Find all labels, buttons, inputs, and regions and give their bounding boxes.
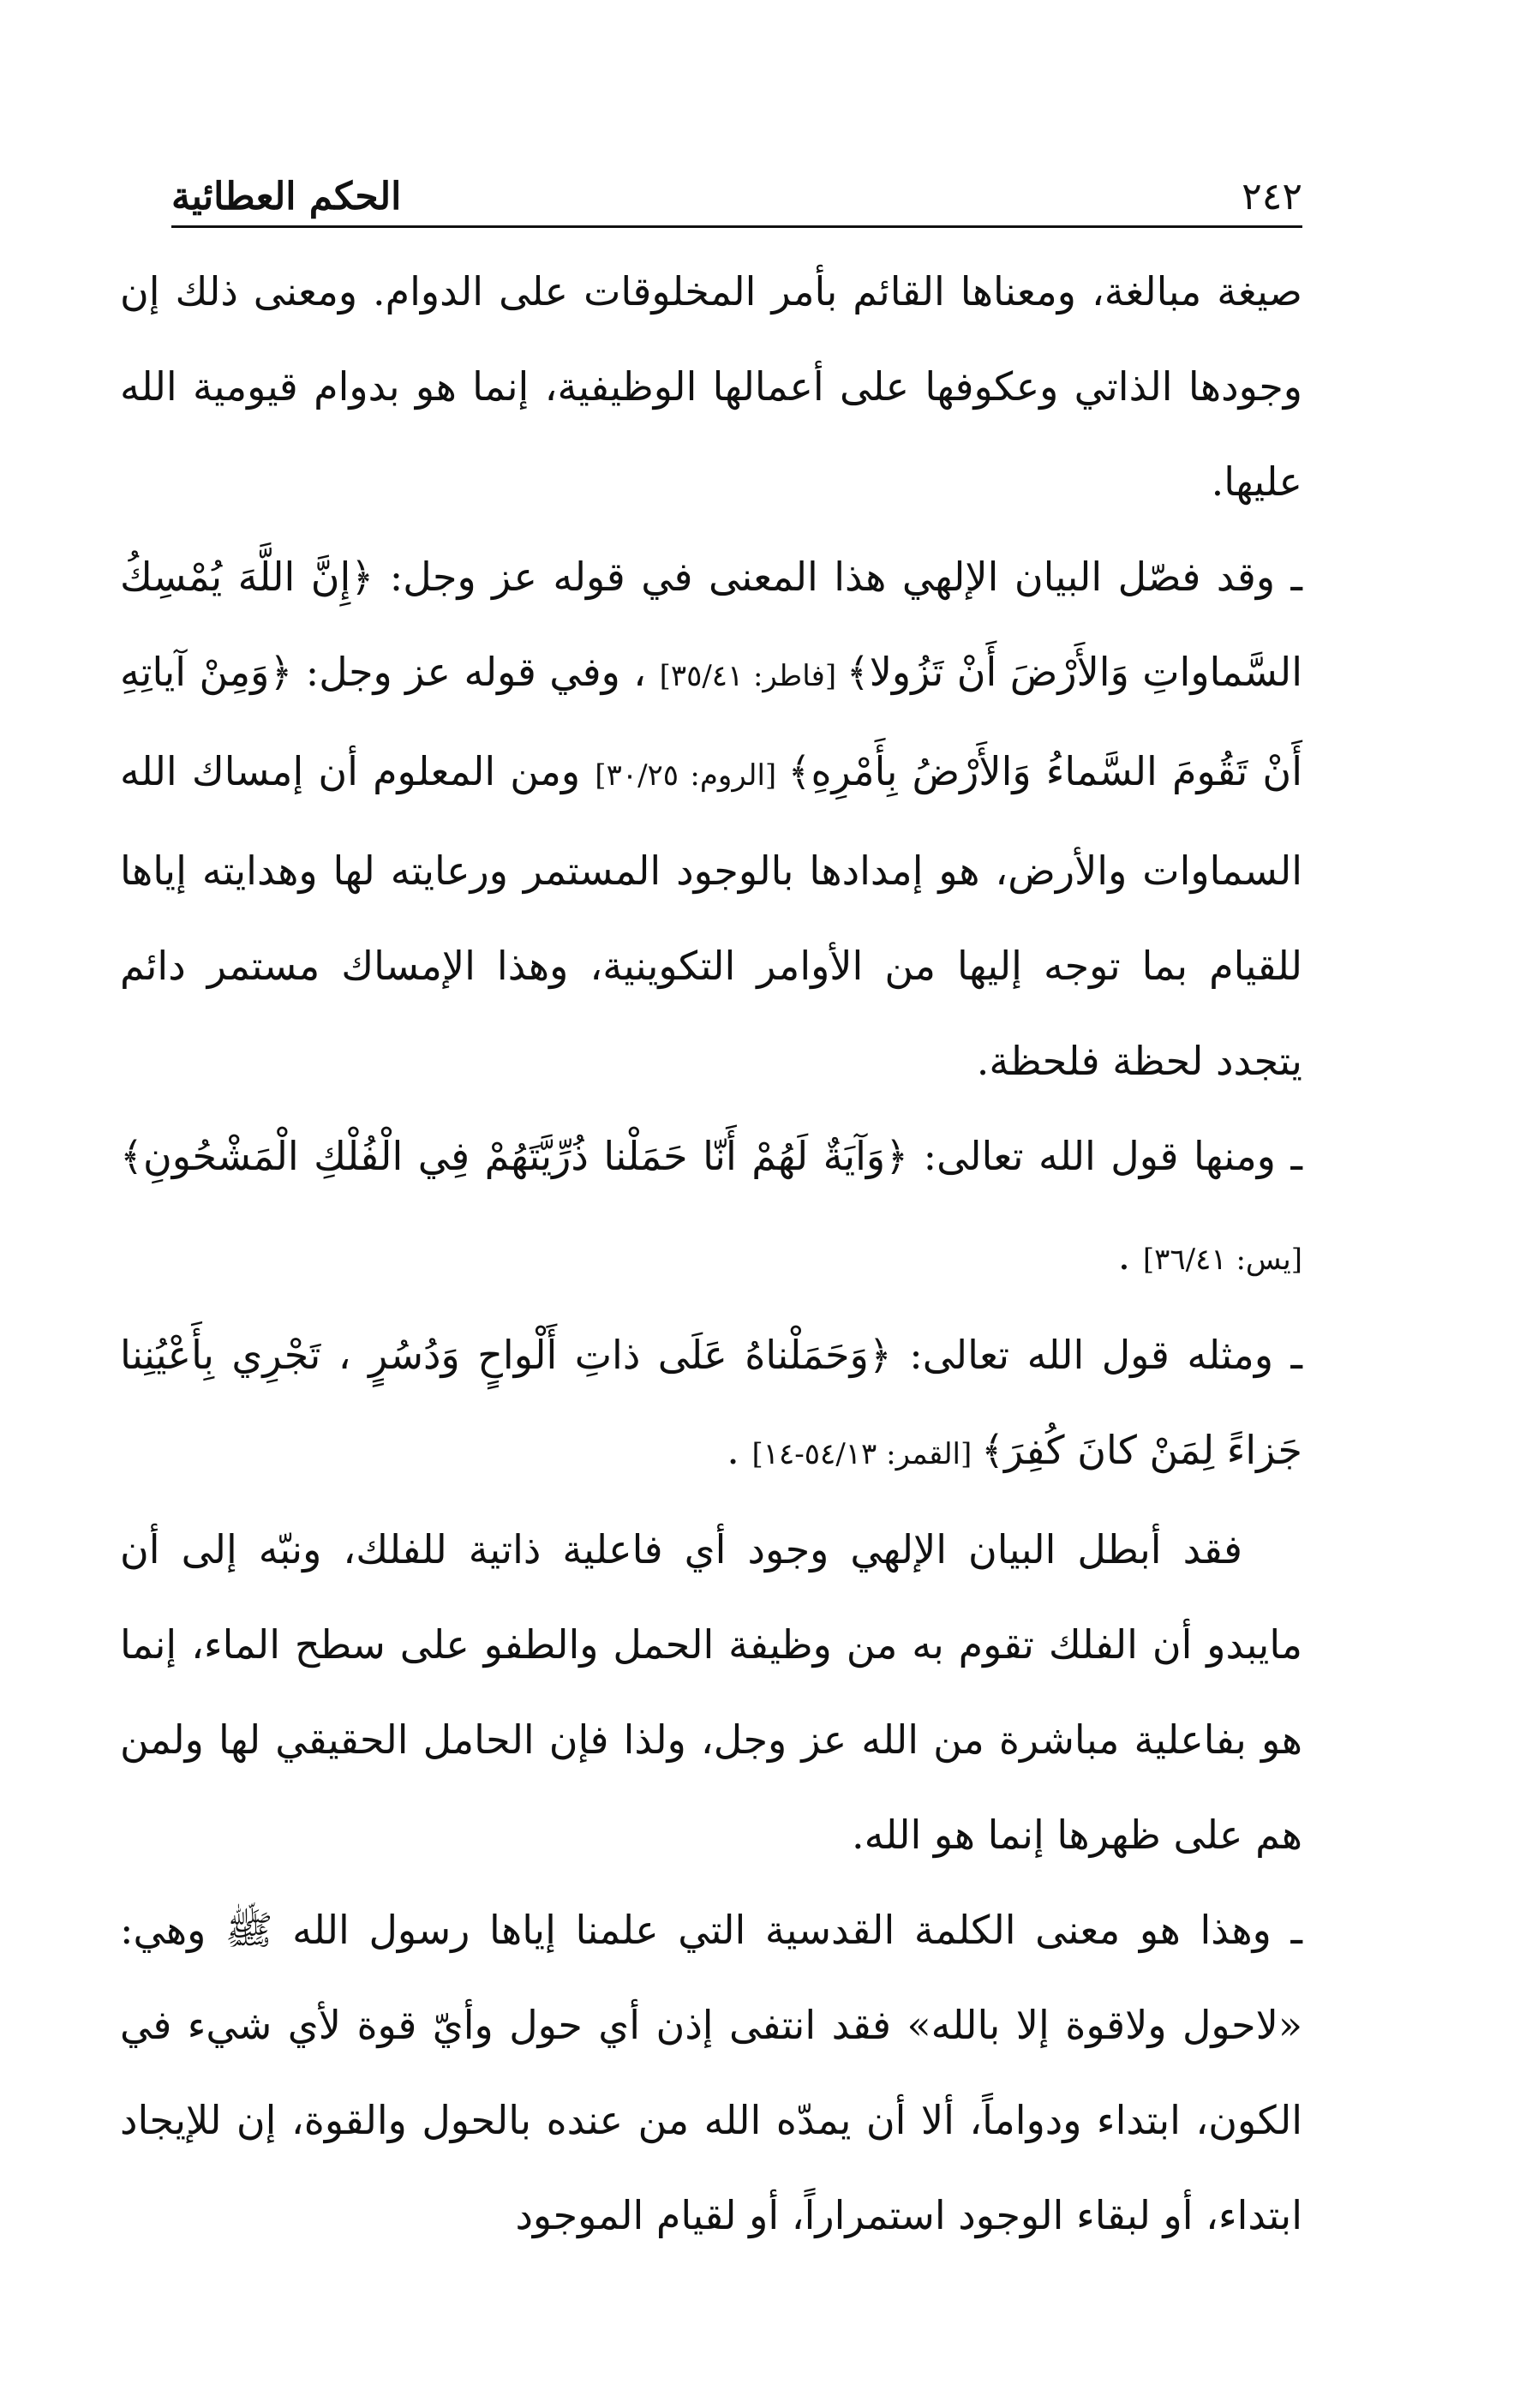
verse-reference: [القمر: ٥٤/١٣-١٤] bbox=[751, 1437, 982, 1471]
quran-verse: ﴿وَمِنْ آياتِهِ أَنْ تَقُومَ السَّماءُ وَالأَرْضُ بِأَمْرِهِ﴾ bbox=[120, 649, 1302, 794]
text-run: ـ ومنها قول الله تعالى: bbox=[908, 1133, 1302, 1179]
running-title: الحكم العطائية bbox=[171, 175, 402, 219]
page-header bbox=[171, 150, 1302, 228]
paragraph-p5 bbox=[120, 1502, 1302, 1883]
text-run: . bbox=[727, 1427, 752, 1473]
text-run: صيغة مبالغة، ومعناها القائم بأمر المخلوقات على الدوام. ومعنى ذلك إن وجودها الذاتي وعكوفها على أعمالها الوظيفية، إنما هو بدوام قيومية الله عليها. bbox=[120, 268, 1302, 505]
verse-reference: [الروم: ٣٠/٢٥] bbox=[595, 758, 788, 793]
quran-verse: ﴿إِنَّ اللَّهَ يُمْسِكُ السَّماواتِ وَالأَرْضَ أَنْ تَزُولا﴾ bbox=[120, 554, 1302, 695]
paragraph-p3 bbox=[120, 1109, 1302, 1308]
paragraph-p6 bbox=[120, 1883, 1302, 2263]
text-run: ـ وقد فصّل البيان الإلهي هذا المعنى في قوله عز وجل: bbox=[374, 554, 1302, 600]
text-run: . bbox=[1117, 1232, 1143, 1279]
verse-reference: [فاطر: ٣٥/٤١] bbox=[659, 659, 847, 693]
quran-verse: ﴿وَحَمَلْناهُ عَلَى ذاتِ أَلْواحٍ وَدُسُرٍ ، تَجْرِي بِأَعْيُنِنا جَزاءً لِمَنْ كانَ كُفِرَ﴾ bbox=[120, 1332, 1302, 1473]
text-run: ، وفي قوله عز وجل: bbox=[292, 649, 660, 695]
paragraph-p1 bbox=[120, 244, 1302, 530]
page-number: ٢٤٢ bbox=[1242, 175, 1302, 219]
quran-verse: ﴿وَآيَةٌ لَهُمْ أَنّا حَمَلْنا ذُرِّيَّتَهُمْ فِي الْفُلْكِ الْمَشْحُونِ﴾ bbox=[120, 1133, 909, 1179]
body-text bbox=[120, 244, 1302, 2263]
paragraph-p2 bbox=[120, 530, 1302, 1109]
text-run: فقد أبطل البيان الإلهي وجود أي فاعلية ذاتية للفلك، ونبّه إلى أن مايبدو أن الفلك تقوم به من وظيفة الحمل والطفو على سطح الماء، إنما هو بفاعلية مباشرة من الله عز وجل، ولذا فإن الحامل الحقيقي لها ولمن هم على ظهرها إنما هو الله. bbox=[120, 1526, 1302, 1858]
text-run: ـ وهذا هو معنى الكلمة القدسية التي علمنا إياها رسول الله ﷺ وهي: «لاحول ولاقوة إلا بالله» فقد انتفى إذن أي حول وأيّ قوة لأي شيء في الكون، ابتداء ودواماً، ألا أن يمدّه الله من عنده بالحول والقوة، إن للإيجاد ابتداء، أو لبقاء الوجود استمراراً، أو لقيام الموجود bbox=[120, 1907, 1302, 2238]
text-run: ـ ومثله قول الله تعالى: bbox=[891, 1332, 1303, 1378]
verse-reference: [يس: ٣٦/٤١] bbox=[1142, 1243, 1302, 1277]
text-run: ومن المعلوم أن إمساك الله السماوات والأرض، هو إمدادها بالوجود المستمر ورعايته لها وهدايته إياها للقيام بما توجه إليها من الأوامر التكوينية، وهذا الإمساك مستمر دائم يتجدد لحظة فلحظة. bbox=[120, 748, 1302, 1084]
paragraph-p4 bbox=[120, 1308, 1302, 1502]
